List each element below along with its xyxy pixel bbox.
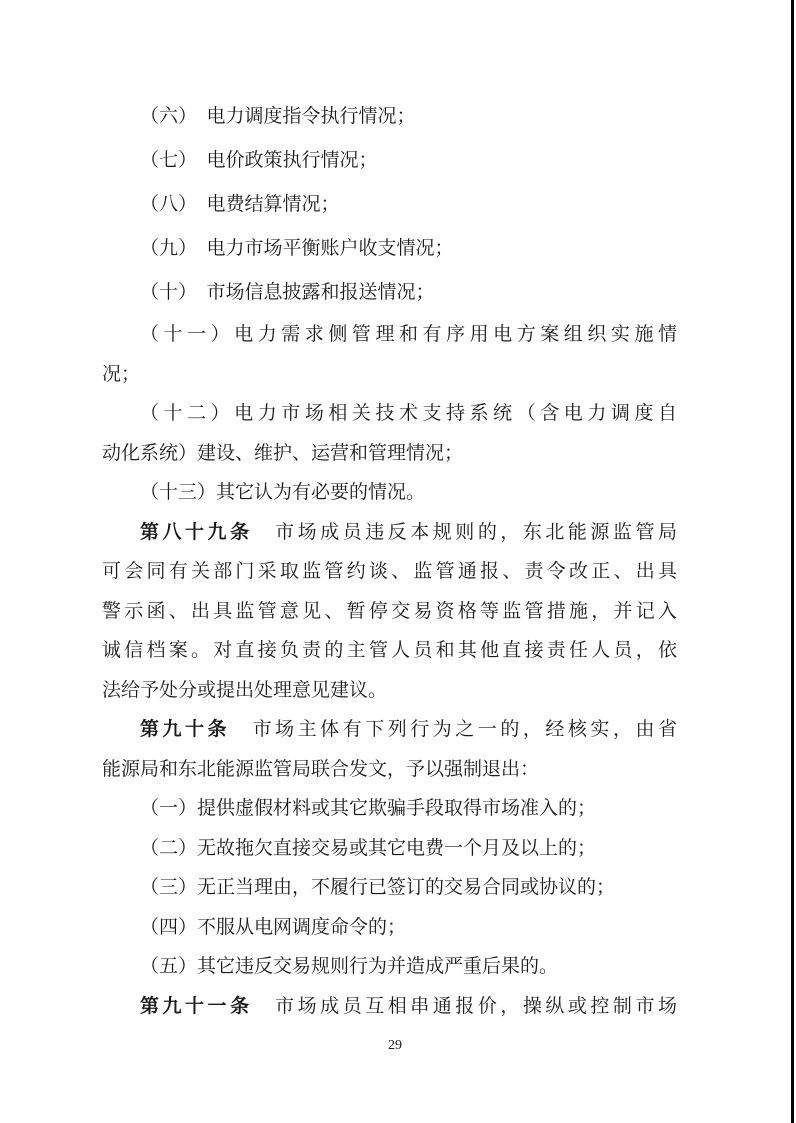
text-line: 可会同有关部门采取监管约谈、监管通报、责令改正、出具 (102, 561, 677, 582)
text-line: （二）无故拖欠直接交易或其它电费一个月及以上的； (140, 837, 597, 859)
text-line: （七） 电价政策执行情况； (140, 150, 378, 171)
text-line: 第八十九条 市场成员违反本规则的，东北能源监管局 (140, 521, 677, 543)
text-line: （六） 电力调度指令执行情况； (140, 106, 416, 127)
article-number: 第八十九条 (140, 521, 253, 543)
text-line: （四）不服从电网调度命令的； (140, 916, 407, 938)
text-line: （十一）电力需求侧管理和有序用电方案组织实施情 (140, 324, 677, 345)
text-line: 第九十条 市场主体有下列行为之一的，经核实，由省 (140, 719, 677, 740)
text-line: 第九十一条 市场成员互相串通报价，操纵或控制市场 (140, 995, 677, 1017)
article-number: 第九十条 (140, 719, 231, 740)
page-edge-line (791, 0, 794, 1123)
document-body (102, 95, 677, 1026)
text-line: （五）其它违反交易规则行为并造成严重后果的。 (140, 956, 559, 977)
text-line: （一）提供虚假材料或其它欺骗手段取得市场准入的； (140, 798, 597, 819)
text-line: 能源局和东北能源监管局联合发文，予以强制退出： (102, 758, 540, 780)
text-line: 警示函、出具监管意见、暂停交易资格等监管措施，并记入 (102, 600, 677, 622)
text-line: 法给予处分或提出处理意见建议。 (102, 679, 388, 701)
text-line: （十三）其它认为有必要的情况。 (140, 482, 426, 503)
text-line: （三）无正当理由，不履行已签订的交易合同或协议的； (140, 877, 616, 898)
text-line: （九） 电力市场平衡账户收支情况； (140, 238, 454, 259)
article-number: 第九十一条 (140, 995, 253, 1017)
text-line: （十二）电力市场相关技术支持系统（含电力调度自 (140, 403, 677, 424)
text-line: （八） 电费结算情况； (140, 194, 340, 215)
text-line: 诚信档案。对直接负责的主管人员和其他直接责任人员，依 (102, 640, 677, 661)
page-number: 29 (388, 1038, 402, 1053)
text-line: 动化系统）建设、维护、运营和管理情况； (102, 442, 464, 464)
text-line: （十） 市场信息披露和报送情况； (140, 282, 435, 303)
text-line: 况； (102, 363, 141, 385)
